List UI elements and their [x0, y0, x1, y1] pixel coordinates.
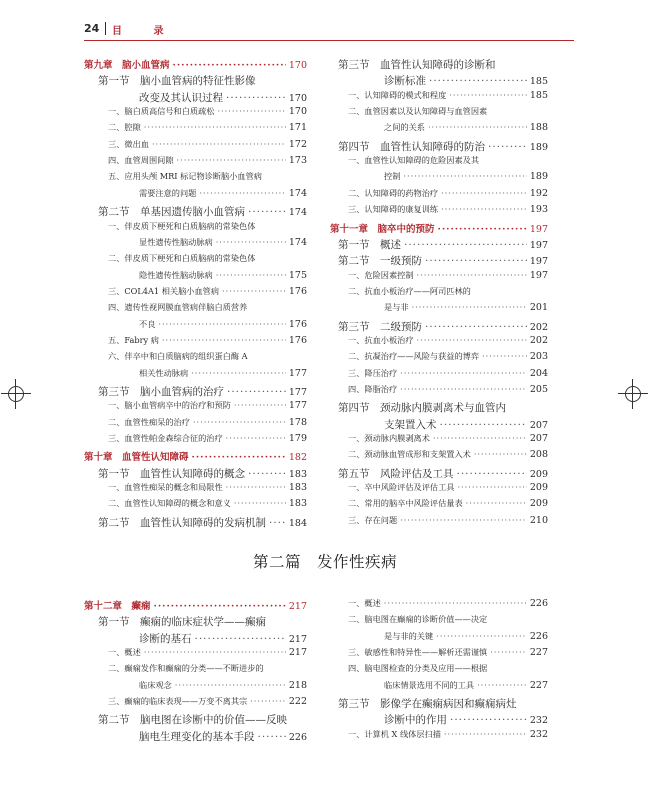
toc-leader-dots: [195, 633, 286, 645]
toc-subsection-entry[interactable]: [108, 155, 307, 166]
toc-section-entry[interactable]: [98, 466, 307, 481]
toc-subsection-entry[interactable]: [108, 122, 307, 133]
toc-page-number: 170: [288, 106, 307, 118]
toc-page-number: 183: [288, 498, 307, 510]
toc-page-number: 226: [529, 630, 548, 642]
toc-entry-title: 二、癫痫发作和癫痫的分类——不断进步的: [108, 663, 264, 674]
toc-leader-dots: [457, 468, 527, 480]
toc-entry-title: 第一节 癫痫的临床症状学——癫痫: [98, 616, 266, 629]
toc-section-entry[interactable]: [98, 515, 307, 530]
toc-page-number: 170: [288, 60, 307, 71]
toc-page-number: 174: [288, 187, 307, 199]
toc-entry-heading[interactable]: [108, 221, 255, 232]
toc-section-entry[interactable]: [384, 417, 548, 432]
toc-page-number: 172: [288, 138, 307, 150]
toc-entry-title: 一、抗血小板治疗: [348, 334, 414, 345]
toc-leader-dots: [403, 171, 526, 181]
toc-section-entry[interactable]: [98, 204, 307, 219]
toc-page-number: 171: [288, 122, 307, 134]
toc-leader-dots: [269, 517, 286, 529]
toc-page-number: 209: [529, 468, 548, 480]
toc-page-number: 197: [529, 269, 548, 281]
toc-leader-dots: [226, 482, 286, 492]
toc-page-number: 185: [529, 76, 548, 88]
toc-subsection-entry[interactable]: [348, 90, 548, 101]
toc-section-entry[interactable]: [139, 319, 307, 330]
toc-entry-title: 二、脑电图在癫痫的诊断价值——决定: [348, 614, 488, 625]
toc-leader-dots: [440, 419, 527, 431]
toc-entry-heading[interactable]: [338, 57, 496, 72]
toc-entry-title: 四、血管周围间隙: [108, 155, 174, 166]
toc-page-number: 227: [529, 679, 548, 691]
toc-entry-title: 第二节 脑电图在诊断中的价值——反映: [98, 714, 287, 727]
toc-leader-dots: [474, 449, 527, 459]
toc-page-number: 184: [288, 517, 307, 529]
toc-page-number: 204: [529, 367, 548, 379]
toc-leader-dots: [222, 286, 286, 296]
toc-entry-title: 二、血管因素以及认知障碍与血管因素: [348, 106, 488, 117]
toc-page-number: 174: [288, 207, 307, 219]
toc-entry-title: 脑电生理变化的基本手段: [139, 730, 255, 743]
registration-mark-right-icon: [618, 379, 648, 409]
toc-entry-title: 二、血管性认知障碍的概念和意义: [108, 498, 231, 509]
toc-page-number: 177: [288, 400, 307, 412]
toc-entry-title: 诊断的基石: [139, 632, 192, 645]
toc-entry-title: 第十章 血管性认知障碍: [84, 452, 189, 464]
toc-section-entry[interactable]: [139, 631, 307, 646]
toc-entry-title: 临床情景选用不同的工具: [384, 679, 475, 690]
toc-leader-dots: [450, 714, 527, 726]
toc-page-number: 188: [529, 122, 548, 134]
toc-leader-dots: [400, 368, 527, 378]
toc-page-number: 189: [529, 171, 548, 183]
toc-entry-title: 第三节 影像学在癫痫病因和癫痫病灶: [338, 698, 517, 711]
toc-page-number: 205: [529, 384, 548, 395]
toc-subsection-entry[interactable]: [108, 647, 307, 658]
toc-page-number: 207: [529, 419, 548, 431]
toc-leader-dots: [158, 319, 285, 329]
toc-entry-title: 三、降压治疗: [348, 367, 398, 378]
toc-page-number: 185: [529, 89, 548, 101]
toc-subsection-entry[interactable]: [108, 433, 307, 444]
toc-leader-dots: [234, 498, 286, 508]
toc-section-entry[interactable]: [384, 302, 548, 313]
toc-page-number: 226: [288, 731, 307, 743]
toc-entry-title: 四、遗传性视网膜血管病伴脑白质营养: [108, 302, 248, 313]
toc-chapter-entry[interactable]: [84, 449, 307, 463]
toc-subsection-entry[interactable]: [348, 498, 548, 509]
toc-leader-dots: [173, 60, 286, 71]
toc-entry-title: 二、认知障碍的药物治疗: [348, 187, 439, 198]
toc-entry-title: 一、血管性认知障碍的危险因素及其: [348, 155, 480, 166]
toc-entry-title: 改变及其认识过程: [139, 91, 223, 104]
toc-leader-dots: [436, 631, 527, 641]
toc-leader-dots: [234, 400, 286, 410]
toc-leader-dots: [400, 515, 527, 525]
toc-page-number: 222: [288, 696, 307, 708]
toc-subsection-entry[interactable]: [108, 498, 307, 509]
toc-leader-dots: [425, 321, 527, 333]
toc-entry-title: 第三节 二级预防: [338, 320, 422, 333]
toc-page-number: 203: [529, 351, 548, 363]
toc-entry-heading[interactable]: [98, 73, 256, 88]
toc-entry-title: 二、腔隙: [108, 122, 141, 133]
header-label: 目 录: [112, 26, 178, 37]
toc-leader-dots: [226, 92, 286, 104]
toc-subsection-entry[interactable]: [348, 515, 548, 526]
page-number: 24: [84, 22, 100, 35]
toc-entry-title: 第三节 血管性认知障碍的诊断和: [338, 59, 496, 71]
toc-page-number: 209: [529, 498, 548, 510]
toc-page-number: 232: [529, 728, 548, 740]
toc-entry-title: 六、伴卒中和白质脑病的组织蛋白酶 A: [108, 351, 248, 362]
toc-section-entry[interactable]: [338, 253, 548, 268]
toc-entry-heading[interactable]: [108, 302, 247, 313]
toc-page-number: 217: [288, 633, 307, 645]
toc-page-number: 193: [529, 204, 548, 216]
toc-entry-title: 支架置入术: [384, 418, 437, 431]
toc-leader-dots: [441, 188, 527, 198]
toc-entry-heading[interactable]: [108, 171, 262, 182]
toc-section-entry[interactable]: [384, 631, 548, 642]
toc-leader-dots: [425, 255, 527, 267]
part-title: 第二篇 发作性疾病: [252, 553, 397, 571]
toc-leader-dots: [144, 122, 286, 132]
toc-entry-heading[interactable]: [348, 106, 487, 117]
toc-entry-title: 是与非的关键: [384, 630, 434, 641]
toc-entry-title: 二、抗血小板治疗——阿司匹林的: [348, 285, 471, 296]
toc-entry-title: 第五节 风险评估及工具: [338, 467, 454, 480]
toc-page-number: 197: [529, 239, 548, 251]
toc-subsection-entry[interactable]: [348, 384, 548, 395]
toc-section-entry[interactable]: [338, 319, 548, 334]
toc-page-number: 183: [288, 468, 307, 480]
toc-page-number: 217: [288, 601, 307, 612]
toc-entry-title: 三、血管性帕金森综合征的治疗: [108, 433, 223, 444]
toc-entry-title: 需要注意的问题: [139, 187, 197, 198]
toc-leader-dots: [384, 598, 527, 608]
toc-entry-heading[interactable]: [108, 253, 255, 264]
toc-leader-dots: [400, 384, 527, 394]
toc-entry-title: 第一节 血管性认知障碍的概念: [98, 467, 245, 480]
toc-section-entry[interactable]: [139, 368, 307, 379]
toc-leader-dots: [162, 335, 286, 345]
toc-leader-dots: [412, 302, 527, 312]
toc-entry-title: 一、颈动脉内膜剥离术: [348, 433, 430, 444]
toc-entry-title: 五、应用头颅 MRI 标记物诊断脑小血管病: [108, 171, 262, 182]
toc-entry-title: 三、认知障碍的康复训练: [348, 204, 439, 215]
toc-page-number: 192: [529, 187, 548, 199]
toc-leader-dots: [404, 239, 527, 251]
toc-entry-title: 一、危险因素控制: [348, 269, 414, 280]
toc-leader-dots: [488, 141, 527, 153]
toc-entry-heading[interactable]: [98, 614, 266, 629]
toc-entry-title: 第九章 脑小血管病: [84, 60, 170, 71]
toc-entry-title: 第四节 血管性认知障碍的防治: [338, 140, 485, 153]
toc-section-entry[interactable]: [338, 237, 548, 252]
toc-entry-title: 之间的关系: [384, 122, 425, 133]
toc-page-number: 173: [288, 155, 307, 167]
toc-subsection-entry[interactable]: [348, 351, 548, 362]
toc-leader-dots: [191, 368, 286, 378]
toc-page-number: 170: [288, 92, 307, 104]
toc-entry-title: 三、微出血: [108, 138, 149, 149]
toc-page-number: 201: [529, 302, 548, 314]
toc-entry-title: 第二节 一级预防: [338, 255, 422, 268]
toc-section-entry[interactable]: [139, 270, 307, 281]
toc-entry-title: 三、存在问题: [348, 514, 398, 525]
toc-entry-title: 一、概述: [348, 598, 381, 608]
toc-section-entry[interactable]: [139, 188, 307, 199]
toc-page-number: 176: [288, 285, 307, 297]
toc-entry-title: 一、血管性痴呆的概念和局限性: [108, 482, 223, 493]
toc-subsection-entry[interactable]: [348, 598, 548, 609]
toc-page-number: 202: [529, 334, 548, 346]
toc-page-number: 202: [529, 321, 548, 333]
toc-leader-dots: [227, 386, 286, 398]
toc-leader-dots: [490, 647, 527, 657]
toc-entry-title: 第十二章 癫痫: [84, 601, 151, 612]
toc-leader-dots: [417, 335, 527, 345]
toc-subsection-entry[interactable]: [348, 449, 548, 460]
toc-leader-dots: [192, 452, 286, 463]
toc-leader-dots: [417, 270, 527, 280]
toc-entry-heading[interactable]: [338, 400, 506, 415]
toc-section-entry[interactable]: [384, 171, 548, 182]
toc-entry-title: 第二节 血管性认知障碍的发病机制: [98, 516, 266, 529]
toc-leader-dots: [152, 139, 286, 149]
toc-section-entry[interactable]: [384, 680, 548, 691]
toc-leader-dots: [226, 433, 286, 443]
toc-page-number: 197: [529, 223, 548, 235]
toc-leader-dots: [216, 237, 286, 247]
toc-leader-dots: [438, 224, 527, 235]
toc-entry-title: 第一节 概述: [338, 238, 401, 251]
toc-leader-dots: [457, 482, 526, 492]
toc-page-number: 232: [529, 715, 548, 727]
toc-entry-title: 二、伴皮质下梗死和白质脑病的常染色体: [108, 253, 256, 264]
toc-subsection-entry[interactable]: [348, 482, 548, 493]
toc-page-number: 218: [288, 679, 307, 691]
toc-entry-title: 一、脑小血管病卒中的治疗和预防: [108, 400, 231, 411]
toc-page-number: 210: [529, 514, 548, 526]
toc-leader-dots: [250, 696, 286, 706]
toc-entry-title: 是与非: [384, 302, 409, 313]
toc-section-entry[interactable]: [384, 122, 548, 133]
toc-subsection-entry[interactable]: [108, 335, 307, 346]
toc-leader-dots: [449, 90, 527, 100]
toc-subsection-entry[interactable]: [348, 270, 548, 281]
toc-entry-title: 临床观念: [139, 679, 172, 690]
toc-entry-title: 一、计算机 X 线体层扫描: [348, 728, 441, 739]
toc-page-number: 176: [288, 334, 307, 346]
toc-leader-dots: [177, 155, 286, 165]
toc-subsection-entry[interactable]: [348, 204, 548, 215]
toc-entry-title: 诊断标准: [384, 75, 426, 88]
toc-subsection-entry[interactable]: [108, 106, 307, 117]
toc-section-entry[interactable]: [139, 729, 307, 744]
toc-entry-title: 二、抗凝治疗——风险与获益的博弈: [348, 351, 480, 362]
toc-entry-heading[interactable]: [338, 696, 517, 711]
toc-entry-title: 显性遗传性脑动脉病: [139, 236, 213, 247]
toc-subsection-entry[interactable]: [348, 433, 548, 444]
toc-subsection-entry[interactable]: [108, 286, 307, 297]
toc-entry-title: 不良: [139, 318, 156, 329]
toc-page-number: 207: [529, 433, 548, 445]
toc-section-entry[interactable]: [98, 384, 307, 399]
toc-page-number: 178: [288, 416, 307, 428]
toc-entry-title: 二、颈动脉血管成形和支架置入术: [348, 449, 471, 460]
toc-leader-dots: [248, 468, 286, 480]
toc-subsection-entry[interactable]: [348, 368, 548, 379]
toc-section-entry[interactable]: [139, 680, 307, 691]
toc-entry-title: 一、概述: [108, 647, 141, 658]
toc-entry-title: 三、COL4A1 相关脑小血管病: [108, 285, 220, 296]
toc-chapter-entry[interactable]: [84, 598, 307, 612]
toc-section-entry[interactable]: [139, 90, 307, 105]
page-header: [84, 18, 574, 42]
toc-leader-dots: [175, 680, 286, 690]
toc-entry-heading[interactable]: [348, 663, 487, 674]
toc-subsection-entry[interactable]: [108, 696, 307, 707]
toc-section-entry[interactable]: [384, 712, 548, 727]
toc-page-number: 209: [529, 482, 548, 494]
toc-subsection-entry[interactable]: [348, 188, 548, 199]
toc-entry-title: 第一节 脑小血管病的特征性影像: [98, 75, 256, 88]
toc-entry-title: 四、降脂治疗: [348, 384, 398, 394]
toc-leader-dots: [433, 433, 527, 443]
toc-page-number: 226: [529, 598, 548, 609]
toc-subsection-entry[interactable]: [108, 400, 307, 411]
toc-subsection-entry[interactable]: [348, 647, 548, 658]
toc-entry-heading[interactable]: [348, 155, 479, 166]
toc-entry-title: 第十一章 脑卒中的预防: [330, 223, 435, 235]
toc-leader-dots: [144, 647, 286, 657]
header-rule: [84, 40, 574, 41]
toc-page-number: 197: [529, 256, 548, 268]
toc-section-entry[interactable]: [338, 466, 548, 481]
header-divider: [105, 22, 106, 35]
toc-leader-dots: [482, 351, 527, 361]
toc-subsection-entry[interactable]: [108, 482, 307, 493]
toc-page-number: 175: [288, 269, 307, 281]
toc-page-number: 183: [288, 482, 307, 494]
toc-entry-heading[interactable]: [98, 712, 287, 727]
toc-chapter-entry[interactable]: [84, 57, 307, 71]
toc-subsection-entry[interactable]: [108, 417, 307, 428]
toc-section-entry[interactable]: [338, 139, 548, 154]
toc-page-number: 189: [529, 141, 548, 153]
toc-entry-title: 相关性动脉病: [139, 367, 189, 378]
toc-leader-dots: [258, 731, 286, 743]
toc-leader-dots: [428, 122, 527, 132]
toc-leader-dots: [477, 680, 527, 690]
toc-leader-dots: [217, 106, 285, 116]
toc-entry-title: 四、脑电图检查的分类及应用——根据: [348, 663, 488, 674]
toc-entry-title: 一、脑白质高信号和白质疏松: [108, 106, 215, 117]
toc-leader-dots: [429, 75, 527, 87]
toc-entry-title: 控制: [384, 171, 401, 182]
toc-subsection-entry[interactable]: [108, 139, 307, 150]
toc-entry-heading[interactable]: [108, 663, 264, 674]
toc-chapter-entry[interactable]: [330, 221, 548, 235]
toc-page-number: 177: [288, 387, 307, 398]
toc-leader-dots: [248, 206, 286, 218]
toc-entry-heading[interactable]: [108, 351, 248, 362]
toc-page-number: 182: [288, 452, 307, 464]
toc-entry-title: 一、认知障碍的模式和程度: [348, 89, 447, 100]
toc-entry-title: 第四节 颈动脉内膜剥离术与血管内: [338, 402, 506, 415]
toc-leader-dots: [216, 270, 286, 280]
toc-section-entry[interactable]: [139, 237, 307, 248]
toc-leader-dots: [466, 498, 527, 508]
toc-entry-title: 三、癫痫的临床表现——万变不离其宗: [108, 696, 248, 707]
toc-page-number: 177: [288, 367, 307, 379]
toc-entry-title: 第二节 单基因遗传脑小血管病: [98, 206, 245, 219]
toc-entry-title: 一、伴皮质下梗死和白质脑病的常染色体: [108, 220, 256, 231]
toc-entry-title: 隐性遗传性脑动脉病: [139, 269, 213, 280]
toc-subsection-entry[interactable]: [348, 729, 548, 740]
toc-leader-dots: [199, 188, 286, 198]
toc-entry-title: 诊断中的作用: [384, 714, 447, 727]
toc-section-entry[interactable]: [384, 73, 548, 88]
toc-leader-dots: [441, 204, 527, 214]
toc-entry-title: 三、敏感性和特异性——解析还需谨慎: [348, 647, 488, 658]
toc-page-number: 176: [288, 318, 307, 330]
toc-entry-title: 二、常用的脑卒中风险评估量表: [348, 498, 463, 509]
registration-mark-left-icon: [1, 379, 31, 409]
toc-page-number: 227: [529, 647, 548, 659]
toc-entry-title: 二、血管性痴呆的治疗: [108, 416, 190, 427]
toc-entry-title: 五、Fabry 病: [108, 334, 159, 345]
toc-page-number: 174: [288, 236, 307, 248]
toc-page-number: 217: [288, 647, 307, 659]
toc-leader-dots: [193, 417, 286, 427]
toc-entry-heading[interactable]: [348, 286, 471, 297]
toc-entry-title: 第三节 脑小血管病的治疗: [98, 386, 224, 398]
toc-leader-dots: [444, 729, 527, 739]
toc-leader-dots: [154, 601, 286, 612]
toc-entry-heading[interactable]: [348, 614, 487, 625]
toc-page-number: 208: [529, 449, 548, 461]
toc-subsection-entry[interactable]: [348, 335, 548, 346]
toc-entry-title: 一、卒中风险评估及评估工具: [348, 482, 455, 493]
toc-page-number: 179: [288, 433, 307, 445]
